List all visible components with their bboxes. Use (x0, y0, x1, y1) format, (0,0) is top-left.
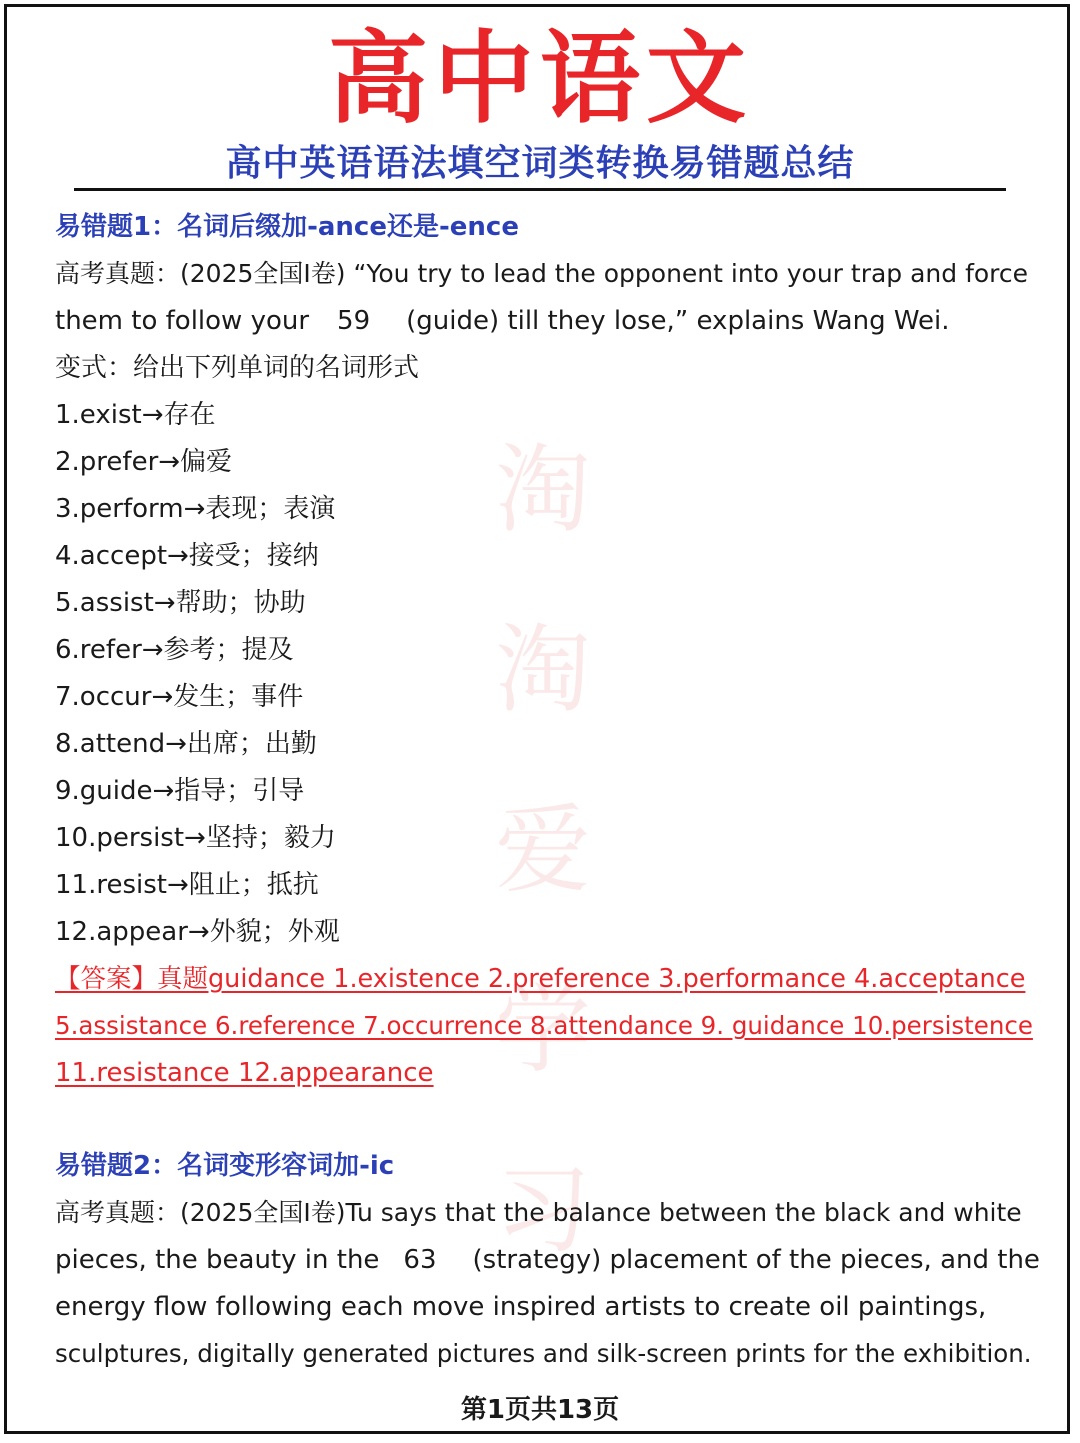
list-item: 10.persist→坚持；毅力 (55, 823, 336, 853)
section2-exam-line (55, 1242, 1040, 1278)
watermark-char: 习 (495, 1154, 591, 1266)
list-item: 11.resist→阻止；抵抗 (55, 870, 319, 900)
list-item: 4.accept→接受；接纳 (55, 541, 319, 571)
blank-number: 63 (403, 1245, 437, 1275)
watermark-char: 爱 (495, 794, 591, 906)
list-item: 5.assist→帮助；协助 (55, 588, 306, 618)
exam-text: them to follow your (55, 306, 310, 336)
list-item: 6.refer→参考；提及 (55, 635, 294, 665)
watermark-char: 淘 (495, 614, 591, 726)
section1-exam-line: 高考真题：(2025全国Ⅰ卷) “You try to lead the opponent into your trap and force (55, 259, 1029, 288)
exam-text: pieces, the beauty in the (55, 1245, 380, 1275)
list-item: 2.prefer→偏爱 (55, 447, 233, 477)
list-item: 8.attend→出席；出勤 (55, 729, 317, 759)
section1-exam-line (55, 303, 950, 339)
answer-line: 【答案】真题guidance 1.existence 2.preference 3.performance 4.acceptance (55, 964, 1026, 994)
section2-exam-line: energy flow following each move inspired artists to create oil paintings, (55, 1292, 987, 1322)
section2-heading: 易错题2：名词变形容词加-ic (55, 1151, 395, 1181)
watermark (488, 400, 598, 1300)
page-subtitle: 高中英语语法填空词类转换易错题总结 (225, 143, 855, 184)
watermark-char: 淘 (495, 434, 591, 546)
section2-exam-line: sculptures, digitally generated pictures and silk-screen prints for the exhibition. (55, 1339, 1032, 1368)
section1-heading: 易错题1：名词后缀加-ance还是-ence (55, 212, 519, 242)
list-item: 3.perform→表现；表演 (55, 494, 336, 524)
answer-line: 5.assistance 6.reference 7.occurrence 8.attendance 9. guidance 10.persistence (55, 1011, 1033, 1040)
page-number: 第1页共13页 (460, 1395, 620, 1425)
answer-line: 11.resistance 12.appearance (55, 1058, 434, 1088)
section2-exam-line: 高考真题：(2025全国Ⅰ卷)Tu says that the balance between the black and white (55, 1198, 1022, 1227)
blank-number: 59 (337, 306, 371, 336)
exam-text: (strategy) placement of the pieces, and the (472, 1245, 1040, 1275)
variant-instruction: 变式：给出下列单词的名词形式 (55, 353, 420, 383)
page-title: 高中语文 (328, 20, 752, 137)
title-divider (74, 188, 1006, 191)
exam-text: (guide) till they lose,” explains Wang Wei. (406, 306, 950, 336)
watermark-char: 学 (495, 974, 591, 1086)
list-item: 1.exist→存在 (55, 400, 216, 430)
list-item: 7.occur→发生；事件 (55, 682, 304, 712)
list-item: 9.guide→指导；引导 (55, 776, 305, 806)
list-item: 12.appear→外貌；外观 (55, 917, 340, 947)
